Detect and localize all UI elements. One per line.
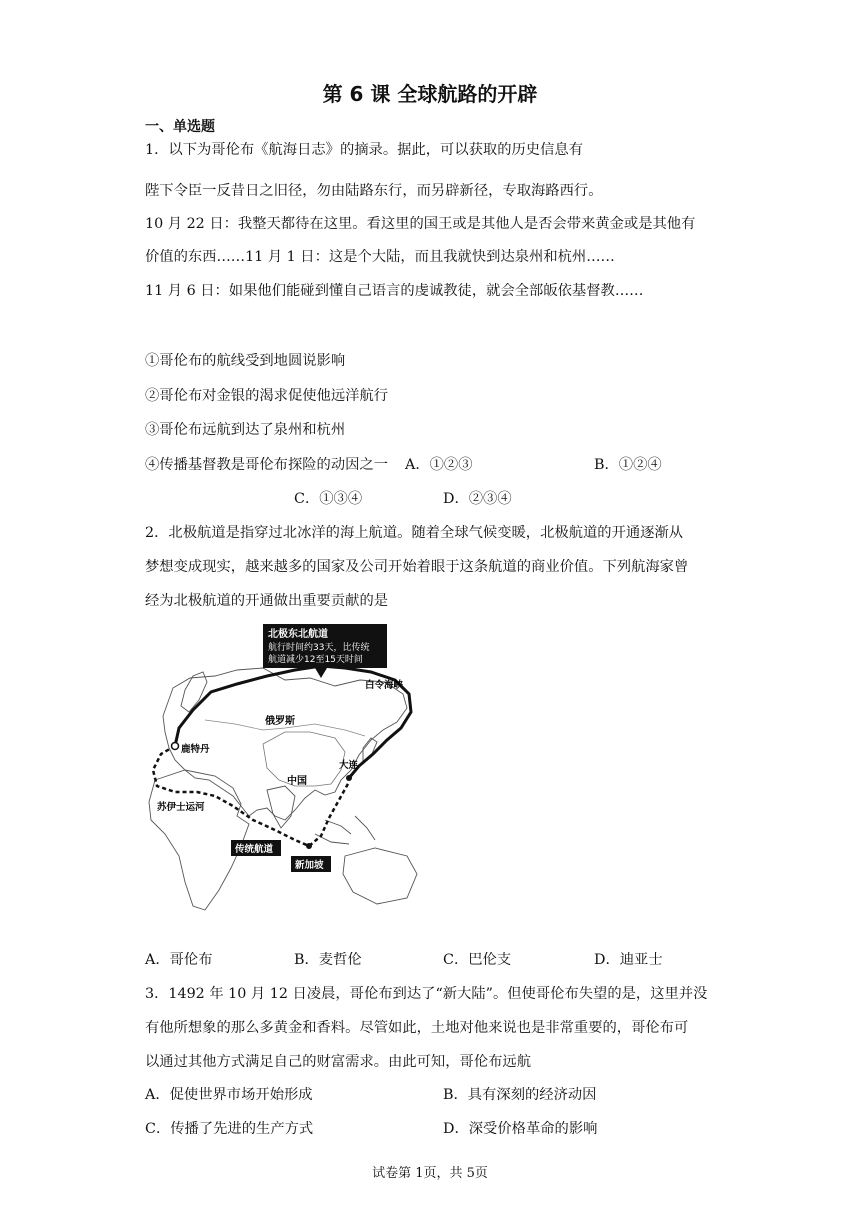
label-bering-strait: 白令海峡 xyxy=(365,680,404,691)
section-heading: 一、单选题 xyxy=(145,119,215,135)
q3-line-1: 3．1492 年 10 月 12 日凌晨，哥伦布到达了“新大陆”。但使哥伦布失望的是，这里并没 xyxy=(145,986,708,1002)
q1-quote-1: 陛下令臣一反昔日之旧径，勿由陆路东行，而另辟新径，专取海路西行。 xyxy=(145,183,603,199)
q1-option-a[interactable]: A．①②③ xyxy=(405,457,473,473)
q1-item-4: ④传播基督教是哥伦布探险的动因之一 xyxy=(145,457,389,473)
singapore-marker xyxy=(306,843,312,849)
q2-option-c[interactable]: C．巴伦支 xyxy=(443,952,512,968)
q1-option-b[interactable]: B．①②④ xyxy=(594,457,662,473)
callout-title: 北极东北航道 xyxy=(268,629,328,640)
label-traditional-route: 传统航道 xyxy=(235,844,274,855)
q3-option-d[interactable]: D．深受价格革命的影响 xyxy=(443,1121,598,1137)
q3-option-a[interactable]: A．促使世界市场开始形成 xyxy=(145,1087,313,1103)
q2-option-a[interactable]: A．哥伦布 xyxy=(145,952,213,968)
q2-line-3: 经为北极航道的开通做出重要贡献的是 xyxy=(145,593,389,609)
q1-option-c[interactable]: C．①③④ xyxy=(294,491,363,507)
q1-quote-2: 10 月 22 日：我整天都待在这里。看这里的国王或是其他人是否会带来黄金或是其他有 xyxy=(145,216,696,232)
q2-option-d[interactable]: D．迪亚士 xyxy=(594,952,663,968)
q1-item-3: ③哥伦布远航到达了泉州和杭州 xyxy=(145,422,346,438)
label-china: 中国 xyxy=(287,776,307,787)
q2-line-2: 梦想变成现实，越来越多的国家及公司开始着眼于这条航道的商业价值。下列航海家曾 xyxy=(145,559,689,575)
page-title: 第 6 课 全球航路的开辟 xyxy=(322,82,538,106)
q3-option-c[interactable]: C．传播了先进的生产方式 xyxy=(145,1121,314,1137)
q3-option-b[interactable]: B．具有深刻的经济动因 xyxy=(443,1087,597,1103)
callout-line-3: 航道减少12至15天时间 xyxy=(268,655,363,665)
label-russia: 俄罗斯 xyxy=(265,716,295,727)
callout-line-2: 航行时间约33天，比传统 xyxy=(268,643,370,653)
q2-option-b[interactable]: B．麦哲伦 xyxy=(294,952,362,968)
q1-stem: 1．以下为哥伦布《航海日志》的摘录。据此，可以获取的历史信息有 xyxy=(145,142,583,158)
rotterdam-marker xyxy=(172,743,179,750)
q1-quote-3: 价值的东西……11 月 1 日：这是个大陆，而且我就快到达泉州和杭州…… xyxy=(145,249,615,265)
label-dalian: 大连 xyxy=(339,760,359,771)
label-singapore: 新加坡 xyxy=(295,860,324,871)
label-rotterdam: 鹿特丹 xyxy=(181,744,210,755)
q1-option-d[interactable]: D．②③④ xyxy=(443,491,512,507)
page-footer: 试卷第 1页，共 5页 xyxy=(372,1166,488,1181)
dalian-marker xyxy=(346,775,352,781)
arctic-route-map xyxy=(145,620,450,920)
q1-item-2: ②哥伦布对金银的渴求促使他远洋航行 xyxy=(145,388,389,404)
label-suez-canal: 苏伊士运河 xyxy=(157,802,205,813)
q2-line-1: 2．北极航道是指穿过北冰洋的海上航道。随着全球气候变暖，北极航道的开通逐渐从 xyxy=(145,525,684,541)
q3-line-3: 以通过其他方式满足自己的财富需求。由此可知，哥伦布远航 xyxy=(145,1054,532,1070)
q3-line-2: 有他所想象的那么多黄金和香料。尽管如此，土地对他来说也是非常重要的，哥伦布可 xyxy=(145,1020,689,1036)
q1-item-1: ①哥伦布的航线受到地圆说影响 xyxy=(145,353,346,369)
q1-quote-4: 11 月 6 日：如果他们能碰到懂自己语言的虔诚教徒，就会全部皈依基督教…… xyxy=(145,283,644,299)
